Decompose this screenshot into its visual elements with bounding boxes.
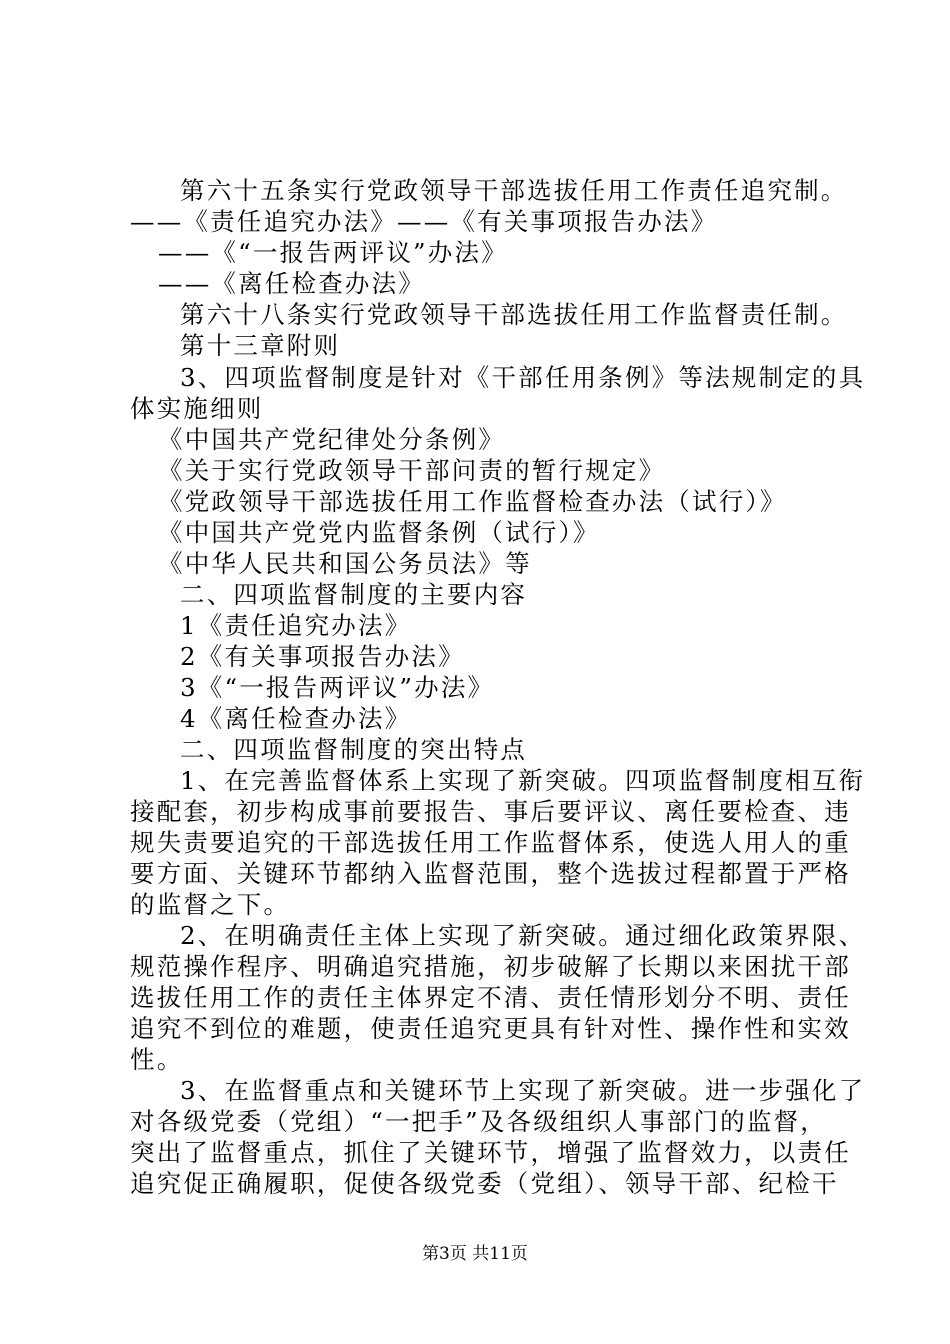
text-line: 接配套，初步构成事前要报告、事后要评议、离任要检查、违 <box>130 797 851 826</box>
text-line: 选拔任用工作的责任主体界定不清、责任情形划分不明、责任 <box>130 983 851 1012</box>
text-line: ——《离任检查办法》 <box>158 269 425 298</box>
text-line: 性。 <box>130 1045 184 1074</box>
text-line: 《中国共产党纪律处分条例》 <box>158 425 506 454</box>
text-line: 《党政领导干部选拔任用工作监督检查办法（试行）》 <box>158 487 787 516</box>
text-line: 对各级党委（党组）“一把手”及各级组织人事部门的监督， <box>130 1107 827 1136</box>
text-line: 突出了监督重点，抓住了关键环节，增强了监督效力，以责任 <box>130 1138 851 1167</box>
page-number-footer: 第3页 共11页 <box>422 1244 528 1264</box>
text-line: 3、四项监督制度是针对《干部任用条例》等法规制定的具 <box>180 363 866 392</box>
text-line: 追究促正确履职，促使各级党委（党组）、领导干部、纪检干 <box>130 1169 839 1198</box>
text-line: 追究不到位的难题，使责任追究更具有针对性、操作性和实效 <box>130 1014 851 1043</box>
text-line: 2、在明确责任主体上实现了新突破。通过细化政策界限、 <box>180 921 866 950</box>
text-line: ——《责任追究办法》——《有关事项报告办法》 <box>130 207 718 236</box>
text-line: 第六十五条实行党政领导干部选拔任用工作责任追究制。 <box>180 176 848 205</box>
section-heading: 二、四项监督制度的主要内容 <box>180 580 528 609</box>
text-line: 规失责要追究的干部选拔任用工作监督体系，使选人用人的重 <box>130 828 851 857</box>
text-line: 1、在完善监督体系上实现了新突破。四项监督制度相互衔 <box>180 766 866 795</box>
text-line: 《中国共产党党内监督条例（试行）》 <box>158 518 600 547</box>
text-line: 3、在监督重点和关键环节上实现了新突破。进一步强化了 <box>180 1076 866 1105</box>
text-line: ——《“一报告两评议”办法》 <box>158 238 508 267</box>
text-line: 要方面、关键环节都纳入监督范围，整个选拔过程都置于严格 <box>130 859 851 888</box>
text-line: 第六十八条实行党政领导干部选拔任用工作监督责任制。 <box>180 300 848 329</box>
text-line: 第十三章附则 <box>180 331 341 360</box>
text-line: 的监督之下。 <box>130 890 291 919</box>
list-item: 4《离任检查办法》 <box>180 704 412 733</box>
list-item: 3《“一报告两评议”办法》 <box>180 673 495 702</box>
text-line: 体实施细则 <box>130 394 264 423</box>
list-item: 2《有关事项报告办法》 <box>180 642 465 671</box>
section-heading: 二、四项监督制度的突出特点 <box>180 735 528 764</box>
list-item: 1《责任追究办法》 <box>180 611 412 640</box>
text-line: 《关于实行党政领导干部问责的暂行规定》 <box>158 456 666 485</box>
text-line: 《中华人民共和国公务员法》等 <box>158 549 532 578</box>
text-line: 规范操作程序、明确追究措施，初步破解了长期以来困扰干部 <box>130 952 851 981</box>
